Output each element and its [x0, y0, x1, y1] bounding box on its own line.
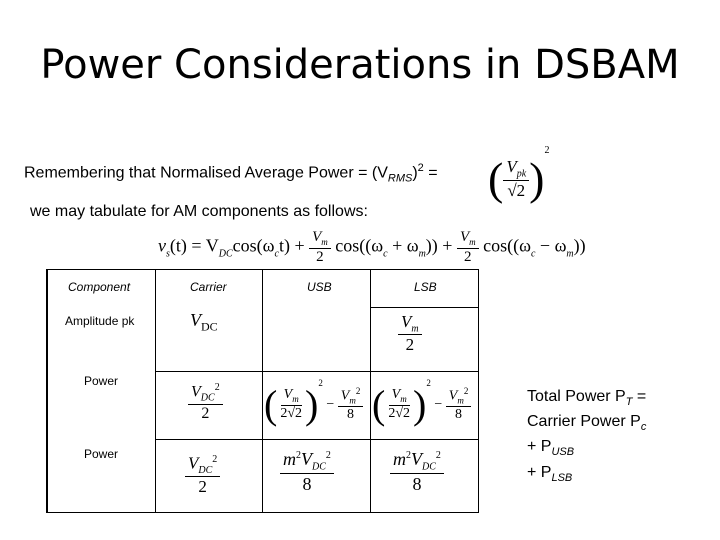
table-border-top — [46, 269, 479, 270]
table-divider — [155, 371, 479, 372]
lsb-power-simplified: $\frac{m^2V_{DC}^2}{8}$ — [390, 450, 444, 494]
total-power-summary: Total Power $P_T$ = Carrier Power $P_c$ + $P_{USB}$ + $P_{LSB}$ — [527, 388, 647, 484]
carrier-amplitude: $V_{DC}$ — [190, 310, 218, 334]
lsb-amplitude: $\frac{V_m}{2}$ — [398, 313, 422, 355]
table-divider — [155, 269, 156, 513]
row-label-power: Power — [84, 374, 119, 388]
row-label-power: Power — [84, 447, 119, 461]
table-border-left — [46, 269, 48, 513]
table-border-right — [478, 269, 479, 513]
table-divider — [370, 269, 371, 513]
table-divider — [370, 307, 479, 308]
table-divider — [262, 269, 263, 513]
table-border-bottom — [46, 512, 479, 513]
usb-power-simplified: $\frac{m^2V_{DC}^2}{8}$ — [280, 450, 334, 494]
table-divider — [155, 439, 479, 440]
carrier-power-simplified: $\frac{V_{DC}^2}{2}$ — [185, 454, 220, 497]
carrier-power: $\frac{V_{DC}^2}{2}$ — [188, 382, 223, 423]
am-signal-equation: $v_s(t) = V_{DC}\cos(\omega_ct)$ + $\frac{V_m}{2}$ $\cos((\omega_c + \omega_m))$ + $\frac{V_m}{2}$ $\cos((\omega_c - \omega_m))$ — [158, 229, 586, 265]
vpk-over-root2-formula: ( $\frac{V_{pk}}{√2}$ )$^2$ — [488, 145, 550, 205]
header-usb: USB — [307, 280, 332, 294]
usb-power: ( $\frac{V_m}{2√2}$ )$^2$ − $\frac{V_m^2}{8}$ — [264, 378, 363, 425]
normalised-power-statement: Remembering that Normalised Average Power = $(V_{RMS})^2$ = — [24, 162, 438, 185]
slide-title: Power Considerations in DSBAM — [40, 42, 680, 88]
header-carrier: Carrier — [190, 280, 227, 294]
header-component: Component — [68, 280, 131, 294]
tabulate-statement: we may tabulate for AM components as follows: — [30, 203, 368, 220]
header-lsb: LSB — [414, 280, 437, 294]
lsb-power: ( $\frac{V_m}{2√2}$ )$^2$ − $\frac{V_m^2}{8}$ — [372, 378, 471, 425]
row-label-amplitude: Amplitude pk — [65, 314, 135, 328]
